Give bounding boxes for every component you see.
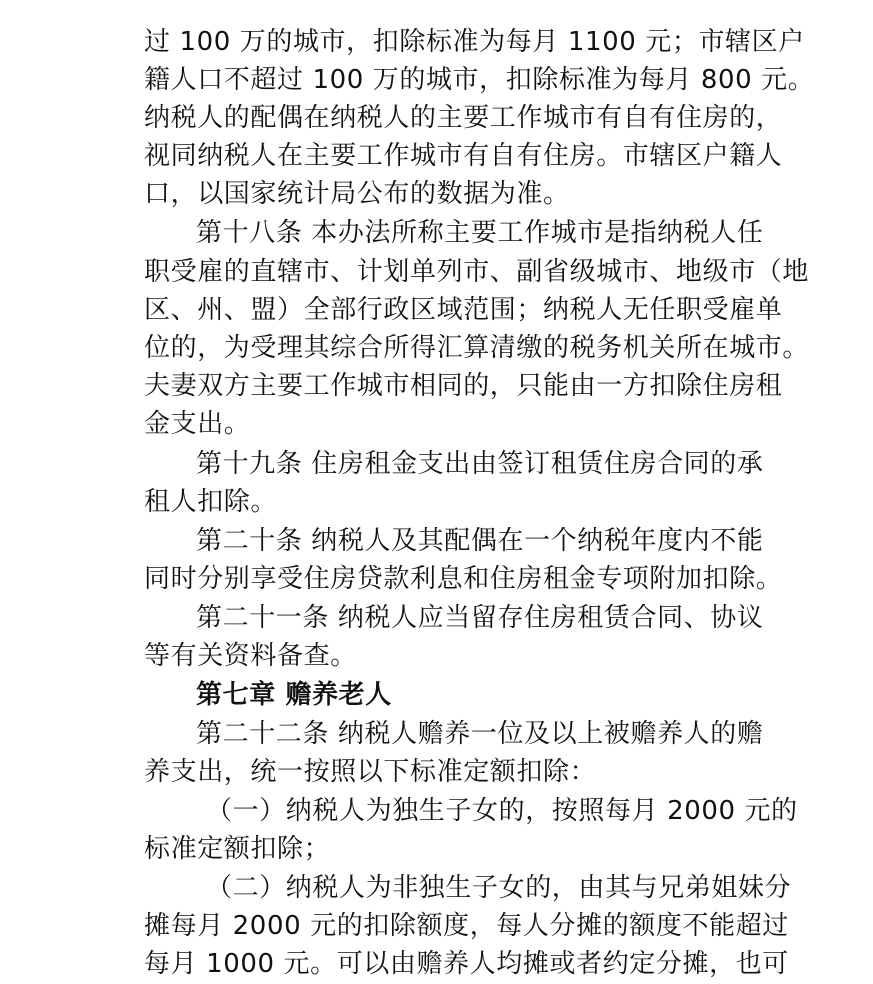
item-1-start: （一）纳税人为独生子女的，按照每月 2000 元的	[206, 796, 798, 826]
article-22-start: 第二十二条 纳税人赡养一位及以上被赡养人的赡	[196, 719, 764, 749]
text-line: 标准定额扣除；	[144, 834, 331, 864]
text-line: 租人扣除。	[144, 487, 278, 517]
text-line: 视同纳税人在主要工作城市有自有住房。市辖区户籍人	[144, 141, 783, 171]
text-line: 籍人口不超过 100 万的城市，扣除标准为每月 800 元。	[144, 65, 815, 95]
article-20-start: 第二十条 纳税人及其配偶在一个纳税年度内不能	[196, 526, 764, 556]
item-2-start: （二）纳税人为非独生子女的，由其与兄弟姐妹分	[206, 873, 792, 903]
text-line: 位的，为受理其综合所得汇算清缴的税务机关所在城市。	[144, 333, 810, 363]
chapter-heading: 第七章 赡养老人	[196, 680, 392, 710]
text-line: 等有关资料备查。	[144, 641, 357, 671]
text-line: 养支出，统一按照以下标准定额扣除：	[144, 757, 597, 787]
text-line: 口，以国家统计局公布的数据为准。	[144, 179, 570, 209]
article-19-start: 第十九条 住房租金支出由签订租赁住房合同的承	[196, 449, 764, 479]
article-18-start: 第十八条 本办法所称主要工作城市是指纳税人任	[196, 218, 764, 248]
text-line: 纳税人的配偶在纳税人的主要工作城市有自有住房的，	[144, 103, 783, 133]
text-line: 摊每月 2000 元的扣除额度，每人分摊的额度不能超过	[144, 911, 789, 941]
text-line: 职受雇的直辖市、计划单列市、副省级城市、地级市（地	[144, 257, 810, 287]
text-line: 同时分别享受住房贷款利息和住房租金专项附加扣除。	[144, 564, 783, 594]
text-line: 区、州、盟）全部行政区域范围；纳税人无任职受雇单	[144, 295, 783, 325]
text-line: 每月 1000 元。可以由赡养人均摊或者约定分摊，也可	[144, 949, 789, 979]
text-line: 夫妻双方主要工作城市相同的，只能由一方扣除住房租	[144, 371, 783, 401]
text-line: 过 100 万的城市，扣除标准为每月 1100 元；市辖区户	[144, 27, 805, 57]
text-line: 金支出。	[144, 409, 251, 439]
article-21-start: 第二十一条 纳税人应当留存住房租赁合同、协议	[196, 603, 764, 633]
